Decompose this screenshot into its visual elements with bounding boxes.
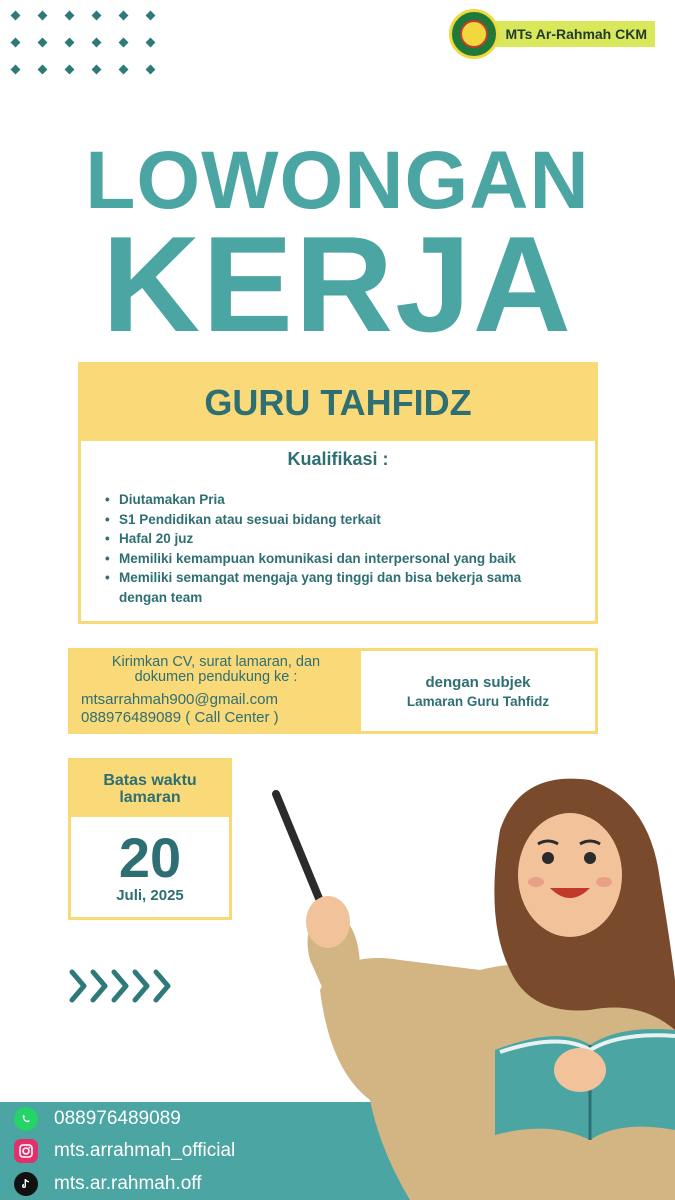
chevron-arrows-icon — [68, 968, 178, 1004]
qualification-item: • S1 Pendidikan atau sesuai bidang terkait — [105, 510, 595, 530]
subject-label: dengan subjek — [425, 673, 531, 691]
qualification-item: • Memiliki semangat mengaja yang tinggi dan bisa bekerja sama — [105, 568, 595, 588]
school-logo — [449, 8, 655, 60]
application-box — [68, 648, 598, 734]
decorative-dots — [12, 12, 162, 74]
instruction-line1: Kirimkan CV, surat lamaran, dan — [111, 654, 321, 670]
application-instructions — [71, 651, 361, 731]
qualification-item-continuation: dengan team — [119, 589, 203, 605]
social-instagram[interactable] — [14, 1139, 235, 1163]
school-emblem-icon — [449, 9, 499, 59]
qualification-item: • Hafal 20 juz — [105, 529, 595, 549]
deadline-month: Juli, 2025 — [116, 887, 184, 904]
application-email[interactable]: mtsarrahmah900@gmail.com — [81, 691, 278, 708]
job-card — [78, 362, 598, 624]
instagram-icon — [14, 1139, 38, 1163]
deadline-box — [68, 758, 232, 920]
social-tiktok[interactable] — [14, 1172, 202, 1196]
social-text: mts.ar.rahmah.off — [54, 1173, 202, 1194]
instruction-line2: dokumen pendukung ke : — [134, 669, 298, 685]
qualifications-list — [105, 490, 595, 607]
qualification-item: • Memiliki kemampuan komunikasi dan interpersonal yang baik — [105, 549, 595, 569]
deadline-label-line1: Batas waktu — [103, 772, 197, 789]
social-text: 088976489089 — [54, 1108, 181, 1129]
tiktok-icon — [14, 1172, 38, 1196]
deadline-label-line2: lamaran — [119, 789, 181, 806]
qualification-item: • Diutamakan Pria — [105, 490, 595, 510]
deadline-day: 20 — [118, 826, 182, 889]
heading-line2: KERJA — [102, 208, 573, 360]
social-text: mts.arrahmah_official — [54, 1140, 236, 1161]
subject-text: Lamaran Guru Tahfidz — [406, 693, 550, 709]
application-phone[interactable]: 088976489089 ( Call Center ) — [81, 709, 279, 726]
school-name: MTs Ar-Rahmah CKM — [491, 21, 655, 47]
social-whatsapp[interactable] — [14, 1107, 181, 1131]
heading-line1: LOWONGAN — [85, 135, 590, 226]
whatsapp-icon — [14, 1107, 38, 1131]
teacher-illustration — [260, 770, 675, 1200]
job-title: GURU TAHFIDZ — [81, 365, 595, 441]
deadline-label — [71, 761, 229, 817]
subject-info — [361, 651, 595, 731]
qualifications-label: Kualifikasi : — [287, 449, 389, 469]
